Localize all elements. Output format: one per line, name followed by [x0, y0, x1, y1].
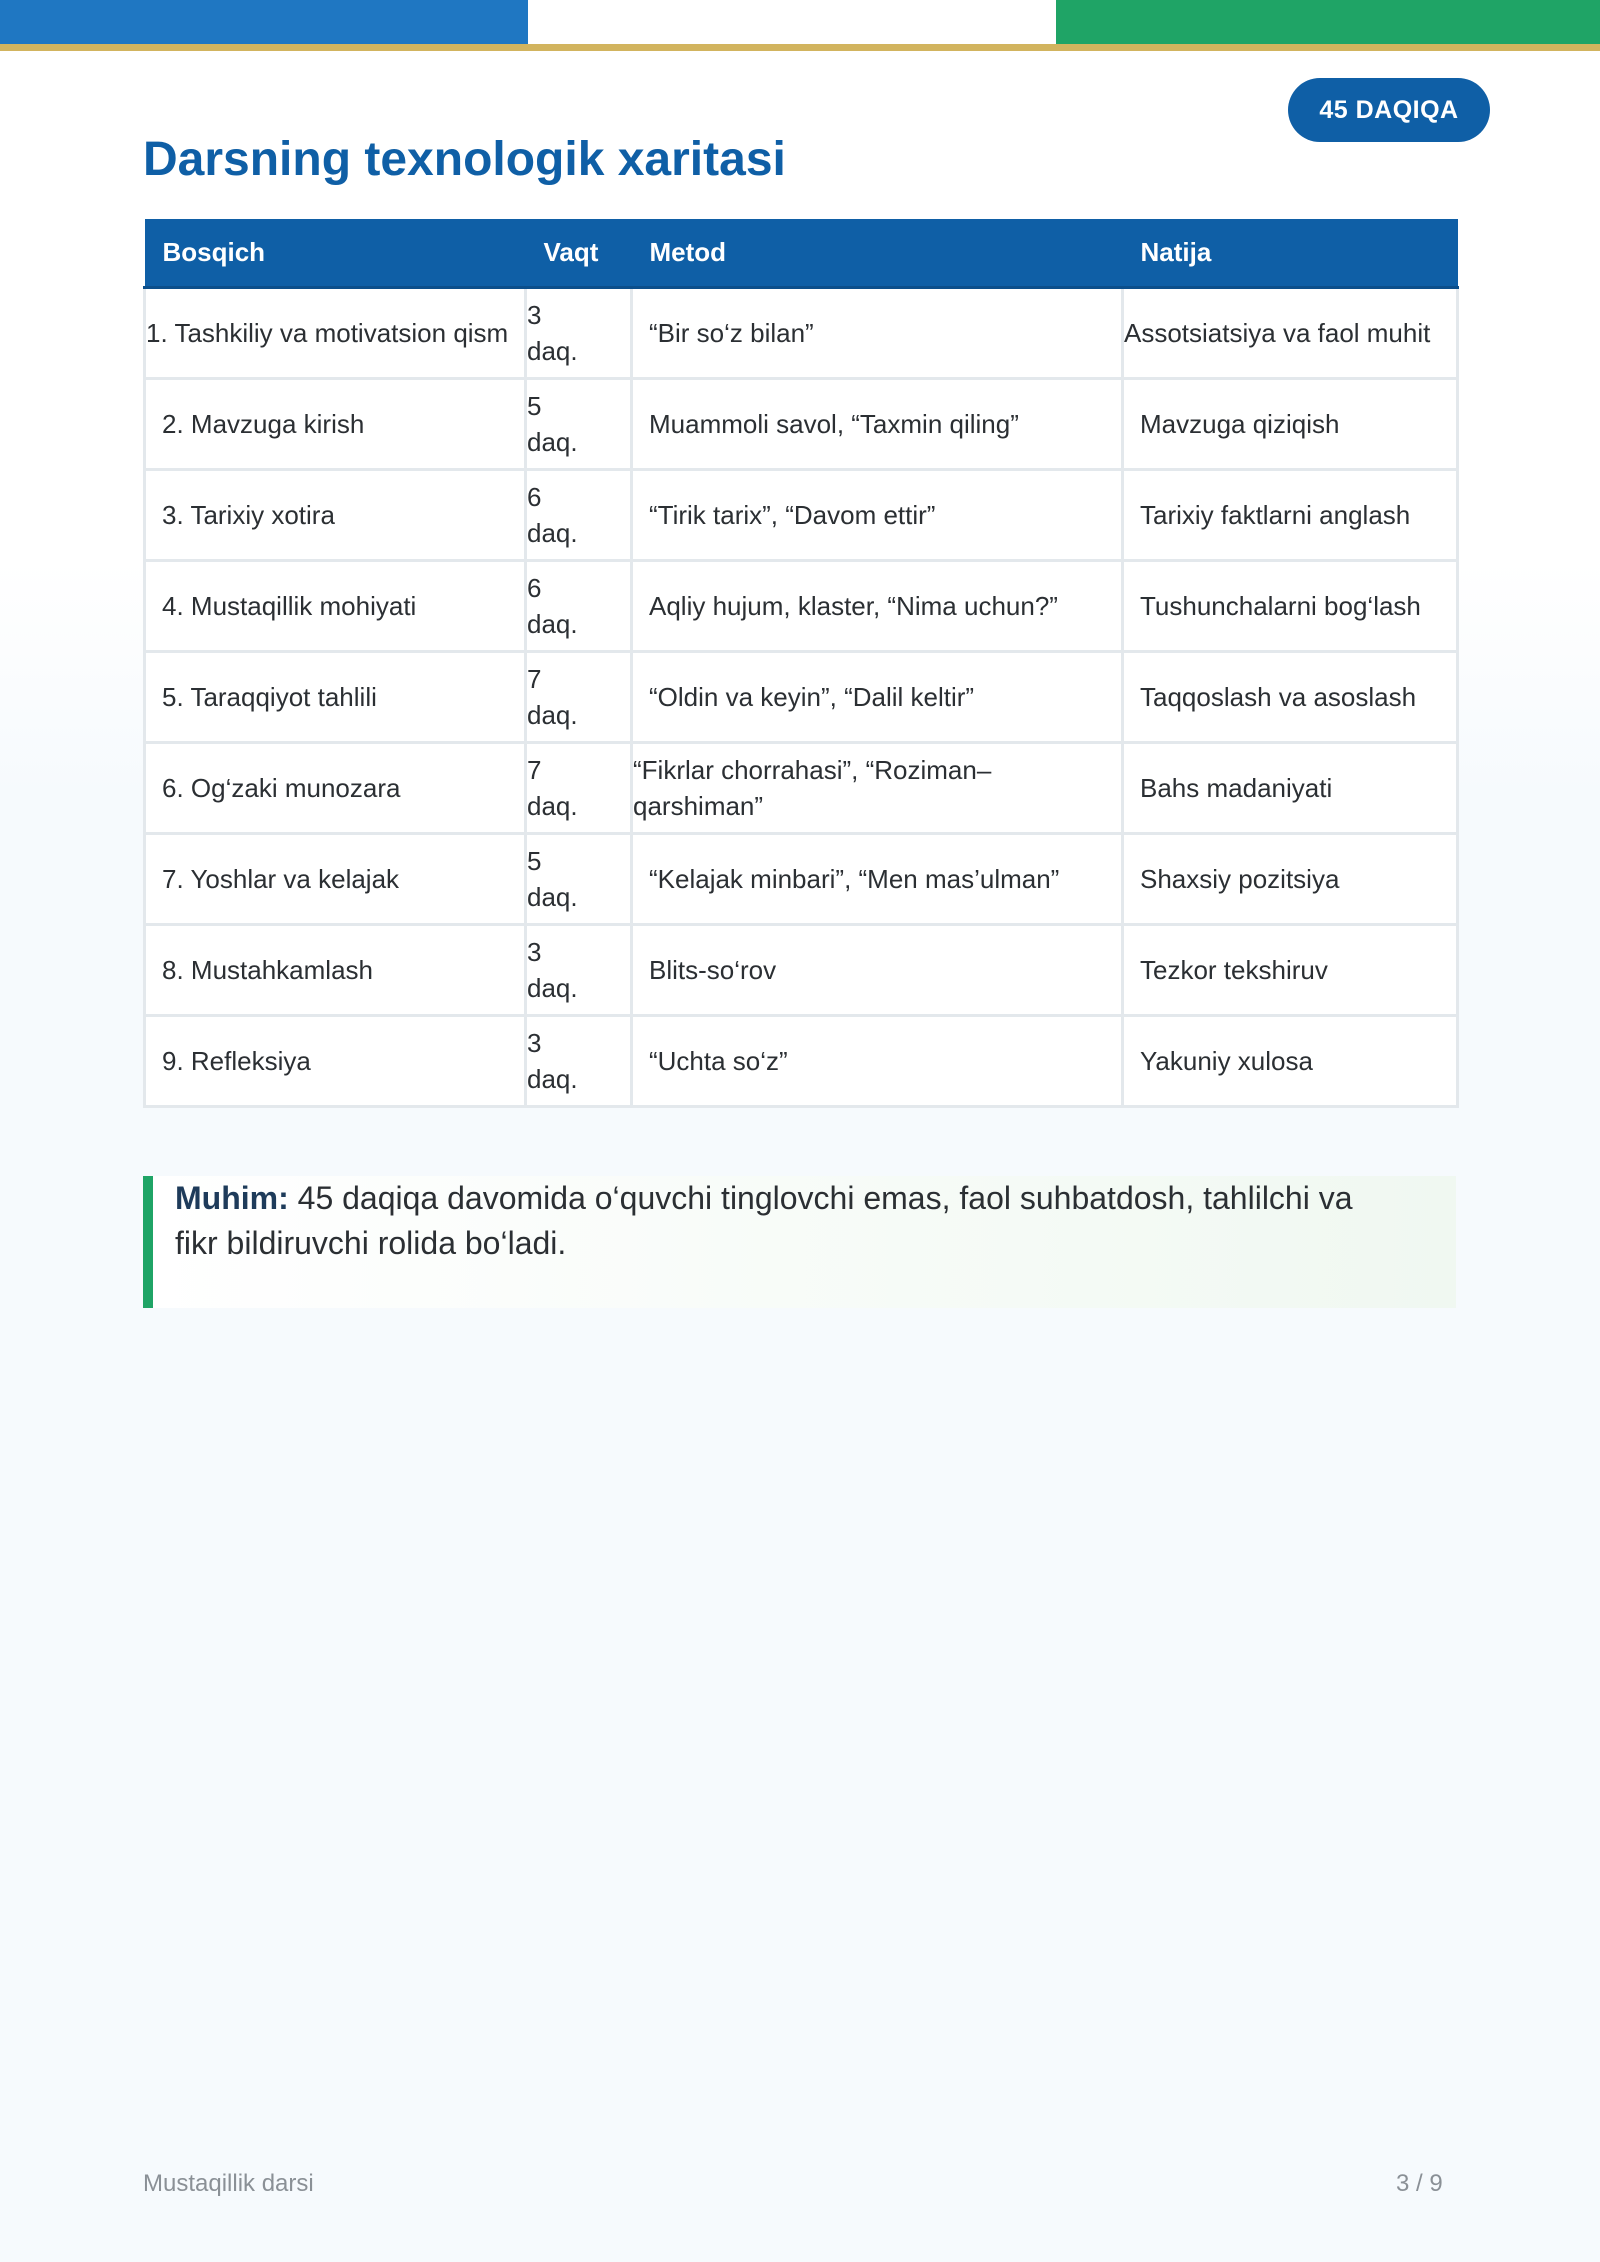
footer-document-title: Mustaqillik darsi [143, 2170, 314, 2197]
time-cell [526, 1016, 632, 1107]
result-cell: Yakuniy xulosa [1123, 1016, 1458, 1107]
top-color-bar [0, 0, 1600, 52]
time-unit: daq. [527, 427, 578, 457]
top-bar-gold-line [0, 44, 1600, 51]
table-header-row [145, 219, 1458, 288]
stage-cell: 1. Tashkiliy va motivatsion qism [145, 288, 526, 379]
time-number: 7 [527, 664, 542, 694]
result-cell: Bahs madaniyati [1123, 743, 1458, 834]
time-number: 3 [527, 1028, 542, 1058]
header-bosqich: Bosqich [145, 219, 526, 288]
stage-cell: 6. Og‘zaki munozara [145, 743, 526, 834]
time-cell [526, 379, 632, 470]
result-cell: Tarixiy faktlarni anglash [1123, 470, 1458, 561]
note-lead: Muhim: [175, 1180, 289, 1216]
table-row [145, 652, 1458, 743]
table-row [145, 561, 1458, 652]
time-number: 6 [527, 482, 542, 512]
method-cell: Aqliy hujum, klaster, “Nima uchun?” [632, 561, 1123, 652]
note-text [175, 1176, 1396, 1266]
top-bar-blue-segment [0, 0, 528, 44]
time-unit: daq. [527, 700, 578, 730]
time-cell [526, 925, 632, 1016]
time-number: 6 [527, 573, 542, 603]
table-row [145, 288, 1458, 379]
method-cell: “Kelajak minbari”, “Men mas’ulman” [632, 834, 1123, 925]
time-unit: daq. [527, 882, 578, 912]
table-row [145, 743, 1458, 834]
header-natija: Natija [1123, 219, 1458, 288]
time-unit: daq. [527, 1064, 578, 1094]
time-cell [526, 743, 632, 834]
time-unit: daq. [527, 791, 578, 821]
table-row [145, 834, 1458, 925]
top-bar-white-segment [528, 0, 1056, 44]
important-note [143, 1176, 1456, 1308]
time-number: 5 [527, 391, 542, 421]
stage-cell: 7. Yoshlar va kelajak [145, 834, 526, 925]
time-number: 3 [527, 937, 542, 967]
result-cell: Taqqoslash va asoslash [1123, 652, 1458, 743]
time-cell [526, 834, 632, 925]
lesson-map-table [143, 219, 1459, 1108]
table-row [145, 925, 1458, 1016]
method-cell: “Oldin va keyin”, “Dalil keltir” [632, 652, 1123, 743]
method-cell: “Uchta so‘z” [632, 1016, 1123, 1107]
time-unit: daq. [527, 336, 578, 366]
time-cell [526, 288, 632, 379]
time-number: 5 [527, 846, 542, 876]
method-cell: Muammoli savol, “Taxmin qiling” [632, 379, 1123, 470]
result-cell: Shaxsiy pozitsiya [1123, 834, 1458, 925]
time-cell [526, 470, 632, 561]
top-bar-green-segment [1056, 0, 1600, 44]
stage-cell: 8. Mustahkamlash [145, 925, 526, 1016]
duration-badge: 45 DAQIQA [1288, 78, 1490, 142]
table-row [145, 379, 1458, 470]
footer-page-number: 3 / 9 [1396, 2170, 1443, 2197]
time-unit: daq. [527, 973, 578, 1003]
table-row [145, 1016, 1458, 1107]
method-cell: Blits-so‘rov [632, 925, 1123, 1016]
header-metod: Metod [632, 219, 1123, 288]
table-row [145, 470, 1458, 561]
method-cell: “Fikrlar chorrahasi”, “Roziman–qarshiman” [632, 743, 1123, 834]
result-cell: Mavzuga qiziqish [1123, 379, 1458, 470]
result-cell: Assotsiatsiya va faol muhit [1123, 288, 1458, 379]
result-cell: Tushunchalarni bog‘lash [1123, 561, 1458, 652]
stage-cell: 9. Refleksiya [145, 1016, 526, 1107]
time-unit: daq. [527, 609, 578, 639]
method-cell: “Bir so‘z bilan” [632, 288, 1123, 379]
page-title: Darsning texnologik xaritasi [143, 133, 786, 186]
stage-cell: 2. Mavzuga kirish [145, 379, 526, 470]
stage-cell: 4. Mustaqillik mohiyati [145, 561, 526, 652]
result-cell: Tezkor tekshiruv [1123, 925, 1458, 1016]
time-number: 3 [527, 300, 542, 330]
time-cell [526, 652, 632, 743]
table-body [145, 288, 1458, 1107]
stage-cell: 5. Taraqqiyot tahlili [145, 652, 526, 743]
note-body: 45 daqiqa davomida o‘quvchi tinglovchi emas, faol suhbatdosh, tahlilchi va fikr bildiruvchi rolida bo‘ladi. [175, 1180, 1353, 1261]
time-unit: daq. [527, 518, 578, 548]
time-number: 7 [527, 755, 542, 785]
stage-cell: 3. Tarixiy xotira [145, 470, 526, 561]
header-vaqt: Vaqt [526, 219, 632, 288]
method-cell: “Tirik tarix”, “Davom ettir” [632, 470, 1123, 561]
time-cell [526, 561, 632, 652]
table-header [145, 219, 1458, 288]
